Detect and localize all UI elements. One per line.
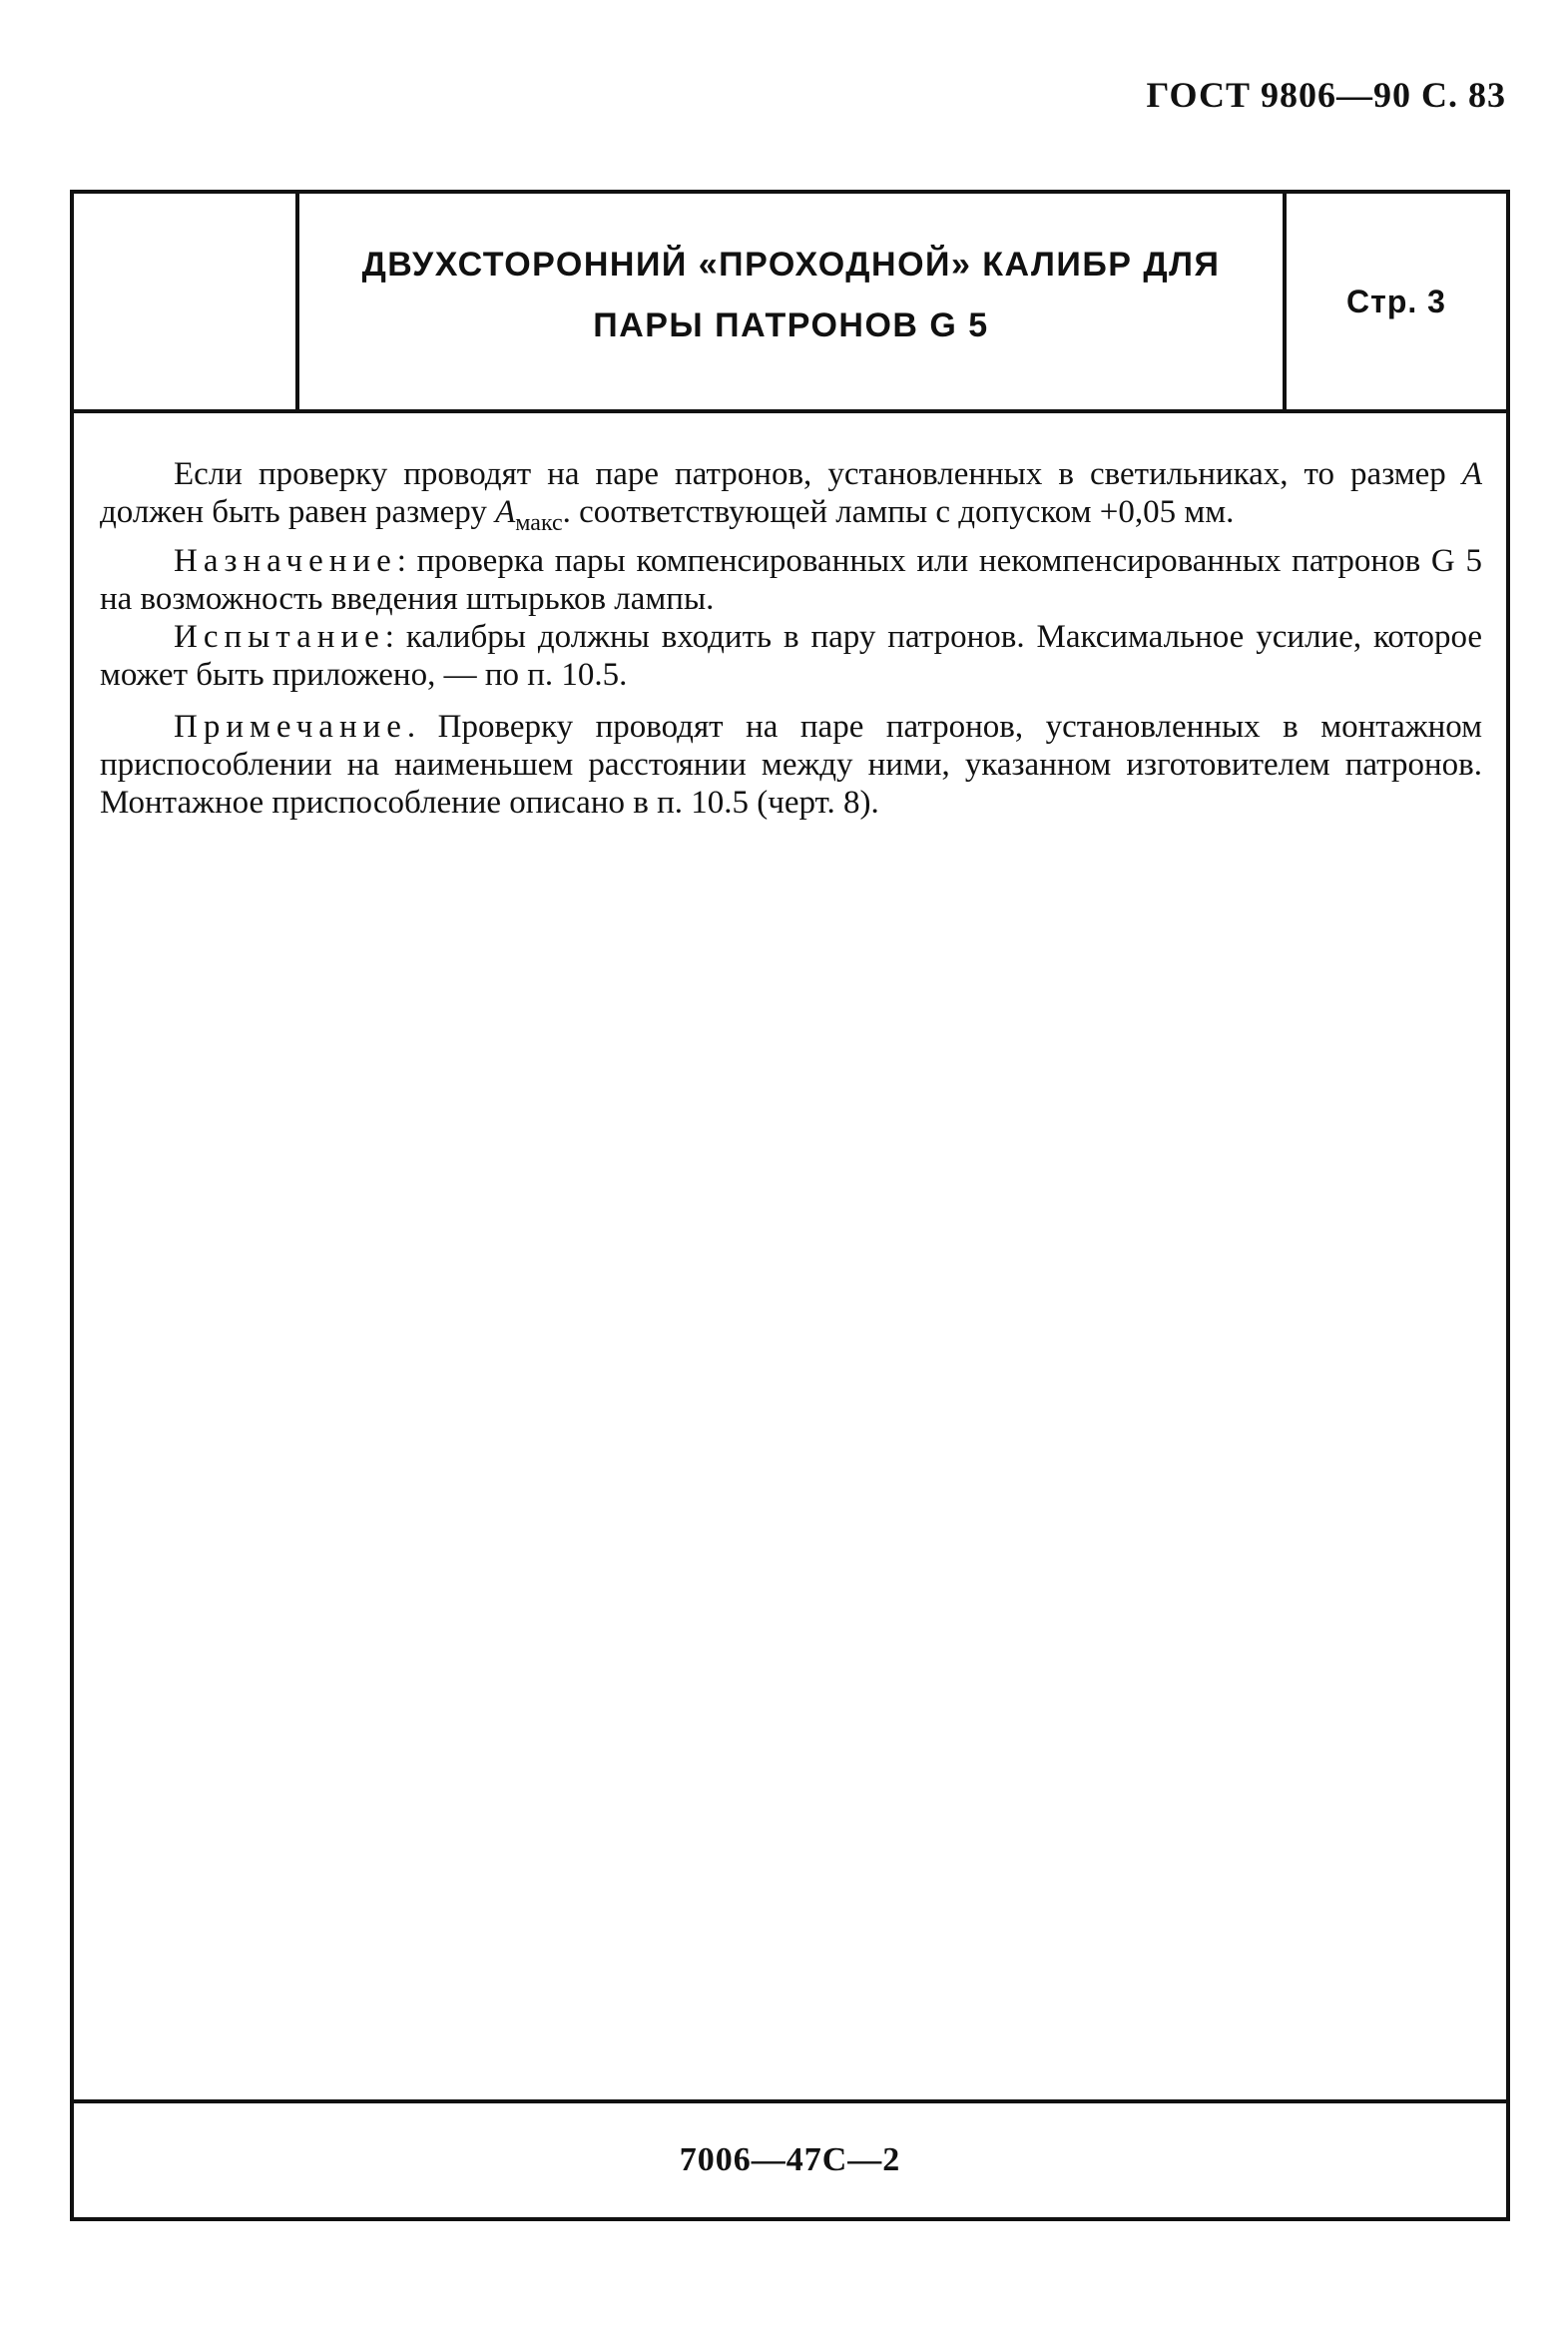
title-block-title-cell	[299, 194, 1287, 409]
purpose-label: Назначение	[174, 543, 397, 579]
paragraph-note	[100, 708, 1482, 822]
para1-text-end: . соответствующей лампы с допуском +0,05 мм.	[562, 494, 1235, 530]
page-number-label: Стр. 3	[1346, 283, 1446, 319]
note-text: . Проверку проводят на паре патронов, установленных в монтажном приспособлении на наименьшем расстоянии между ними, указанном изготовителем патронов. Монтажное приспособление описано в п. 10.5 (черт. 8).	[100, 709, 1482, 821]
footer-code: 7006—47С—2	[74, 2099, 1506, 2217]
test-label: Испытание	[174, 619, 385, 655]
title-block-blank-cell	[74, 194, 299, 409]
subscript-max: макс	[515, 510, 563, 536]
note-label: Примечание	[174, 709, 407, 745]
para1-text-middle: должен быть равен размеру	[100, 494, 496, 530]
para1-text-start: Если проверку проводят на паре патронов, установленных в светильниках, то размер	[174, 456, 1462, 492]
purpose-text: : проверка пары компенсированных или некомпенсированных патронов G 5 на возможность введения штырьков лампы.	[100, 543, 1482, 617]
page-header-doc-ref: ГОСТ 9806—90 С. 83	[1146, 75, 1506, 115]
document-frame	[70, 190, 1510, 2221]
symbol-a-max: A	[495, 494, 516, 530]
title-line-1: ДВУХСТОРОННИЙ «ПРОХОДНОЙ» КАЛИБР ДЛЯ	[361, 246, 1221, 284]
paragraph-purpose	[100, 542, 1482, 618]
body-text	[100, 455, 1482, 822]
test-text: : калибры должны входить в пару патронов. Максимальное усилие, которое может быть приложено, — по п. 10.5.	[100, 619, 1482, 693]
title-block	[74, 194, 1506, 413]
title-line-2: ПАРЫ ПАТРОНОВ G 5	[593, 306, 989, 344]
symbol-a: A	[1461, 456, 1482, 492]
paragraph-test	[100, 618, 1482, 694]
paragraph-size-requirement	[100, 455, 1482, 542]
